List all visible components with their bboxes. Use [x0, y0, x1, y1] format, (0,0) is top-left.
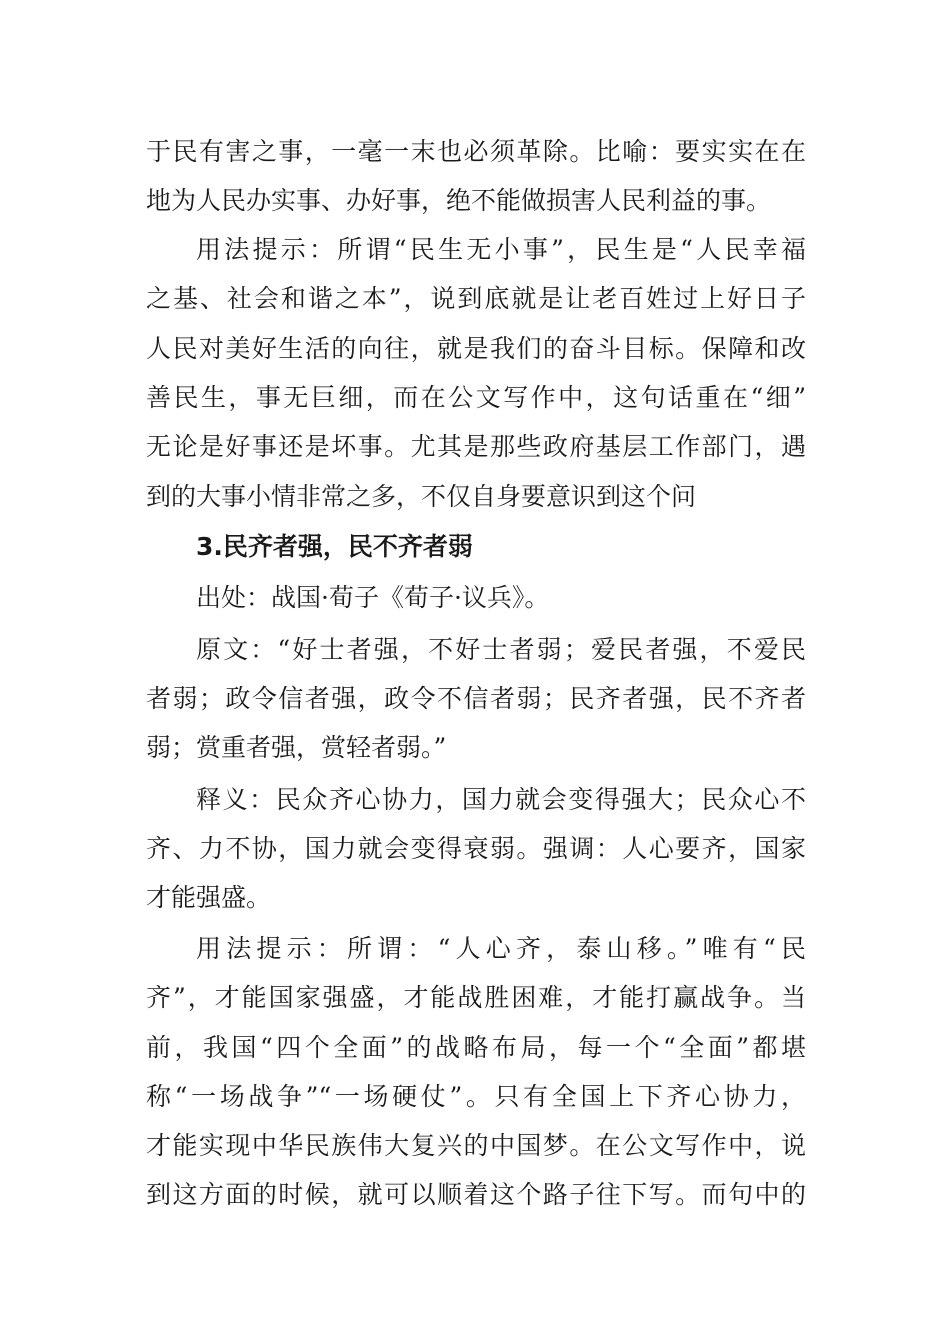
usage-tip-line: 之基、社会和谐之本”，说到底就是让老百姓过上好日子 [146, 284, 806, 313]
usage-tip-line: 人民对美好生活的向往，就是我们的奋斗目标。保障和改 [146, 334, 806, 363]
section-heading: 3.民齐者强，民不齐者弱 [196, 532, 473, 561]
original-text-line: 原文：“好士者强，不好士者弱；爱民者强，不爱民 [196, 635, 806, 664]
usage-tip-line: 才能实现中华民族伟大复兴的中国梦。在公文写作中，说 [146, 1131, 806, 1160]
usage-tip-line: 到这方面的时候，就可以顺着这个路子往下写。而句中的 [146, 1180, 806, 1209]
interpretation-line: 才能强盛。 [146, 883, 272, 912]
original-text-line: 者弱；政令信者强，政令不信者弱；民齐者强，民不齐者 [146, 684, 806, 713]
usage-tip-line: 用法提示：所谓：“人心齐，泰山移。”唯有“民 [196, 934, 806, 963]
paragraph-line: 地为人民办实事、办好事，绝不能做损害人民利益的事。 [146, 186, 772, 215]
usage-tip-line: 齐”，才能国家强盛，才能战胜困难，才能打赢战争。当 [146, 983, 806, 1012]
usage-tip-line: 前，我国“四个全面”的战略布局，每一个“全面”都堪 [146, 1033, 806, 1062]
usage-tip-line: 善民生，事无巨细，而在公文写作中，这句话重在“细” [146, 383, 806, 412]
usage-tip-line: 到的大事小情非常之多，不仅自身要意识到这个问 [146, 482, 697, 511]
usage-tip-line: 用法提示：所谓“民生无小事”，民生是“人民幸福 [196, 235, 806, 264]
original-text-line: 弱；赏重者强，赏轻者弱。” [146, 733, 447, 762]
source-line: 出处：战国·荀子《荀子·议兵》。 [196, 583, 550, 612]
interpretation-line: 释义：民众齐心协力，国力就会变得强大；民众心不 [196, 785, 806, 814]
paragraph-line: 于民有害之事，一毫一末也必须革除。比喻：要实实在在 [146, 137, 806, 166]
interpretation-line: 齐、力不协，国力就会变得衰弱。强调：人心要齐，国家 [146, 834, 806, 863]
usage-tip-line: 称“一场战争”“一场硬仗”。只有全国上下齐心协力， [146, 1082, 806, 1111]
usage-tip-line: 无论是好事还是坏事。尤其是那些政府基层工作部门，遇 [146, 432, 806, 461]
